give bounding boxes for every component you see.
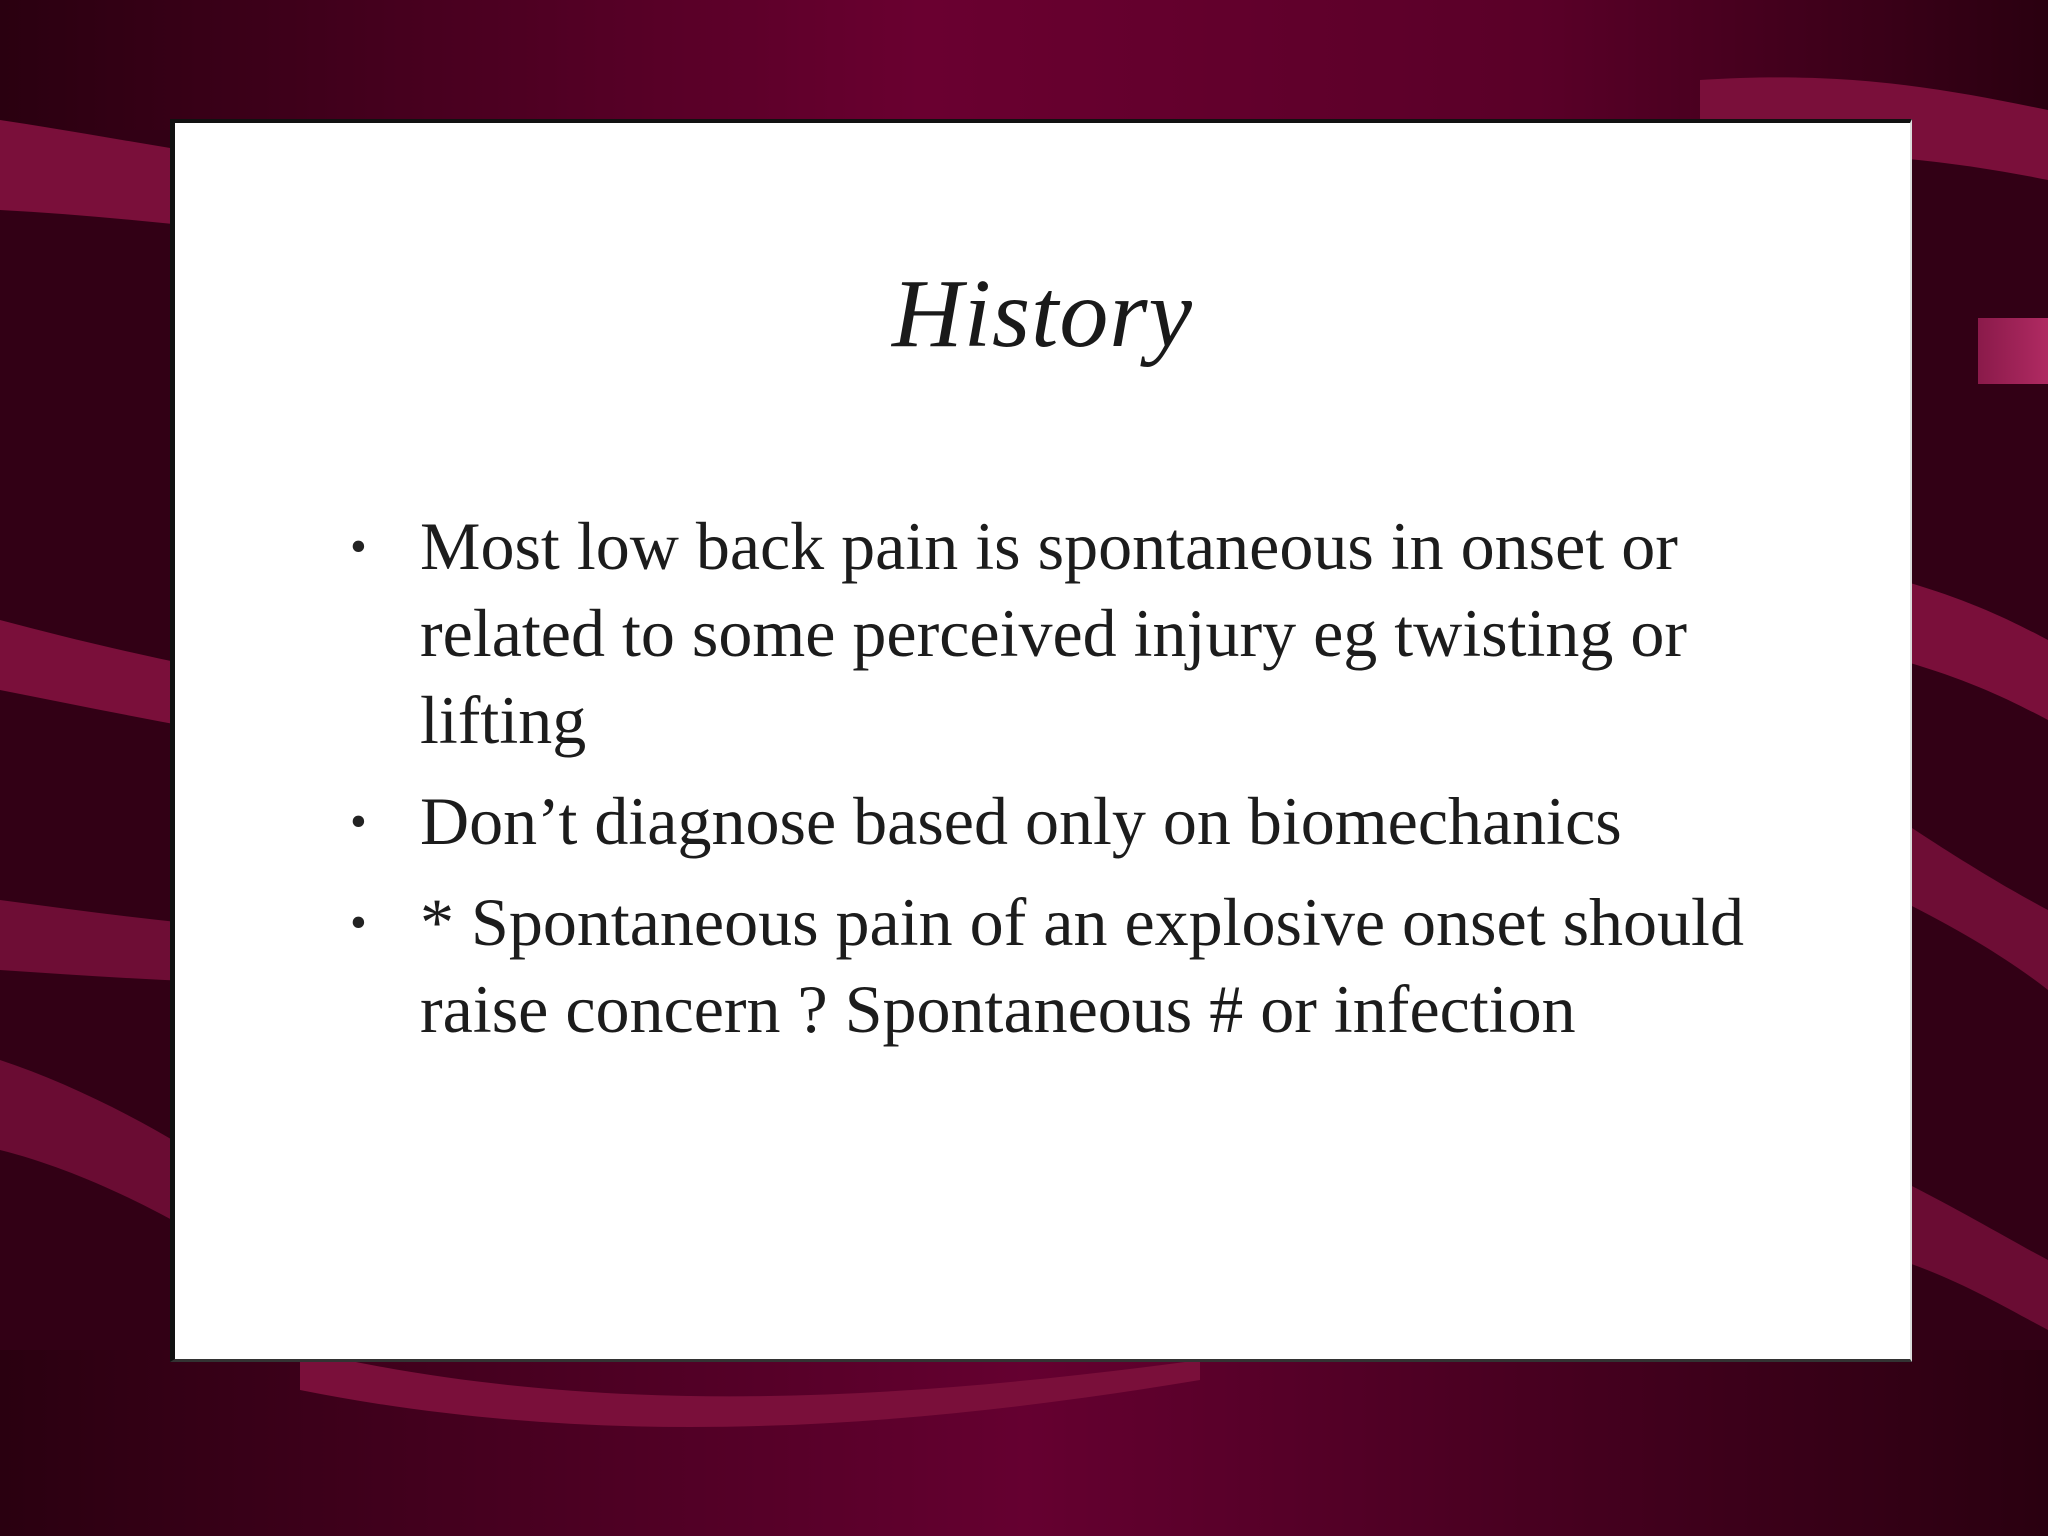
slide (170, 119, 1912, 1362)
bullet-list (350, 503, 1770, 1067)
bullet-item (350, 778, 1770, 865)
accent-square (1978, 318, 2048, 384)
bullet-icon: • (350, 520, 367, 573)
bullet-icon: • (350, 896, 367, 949)
bullet-text: Don’t diagnose based only on biomechanics (420, 783, 1622, 859)
slide-title: History (892, 260, 1193, 368)
bullet-text: * Spontaneous pain of an explosive onset should raise concern ? Spontaneous # or infection (420, 884, 1744, 1047)
bullet-icon: • (350, 795, 367, 848)
bullet-item (350, 879, 1770, 1053)
bullet-item (350, 503, 1770, 764)
bullet-text: Most low back pain is spontaneous in onset or related to some perceived injury eg twisting or lifting (420, 508, 1688, 758)
